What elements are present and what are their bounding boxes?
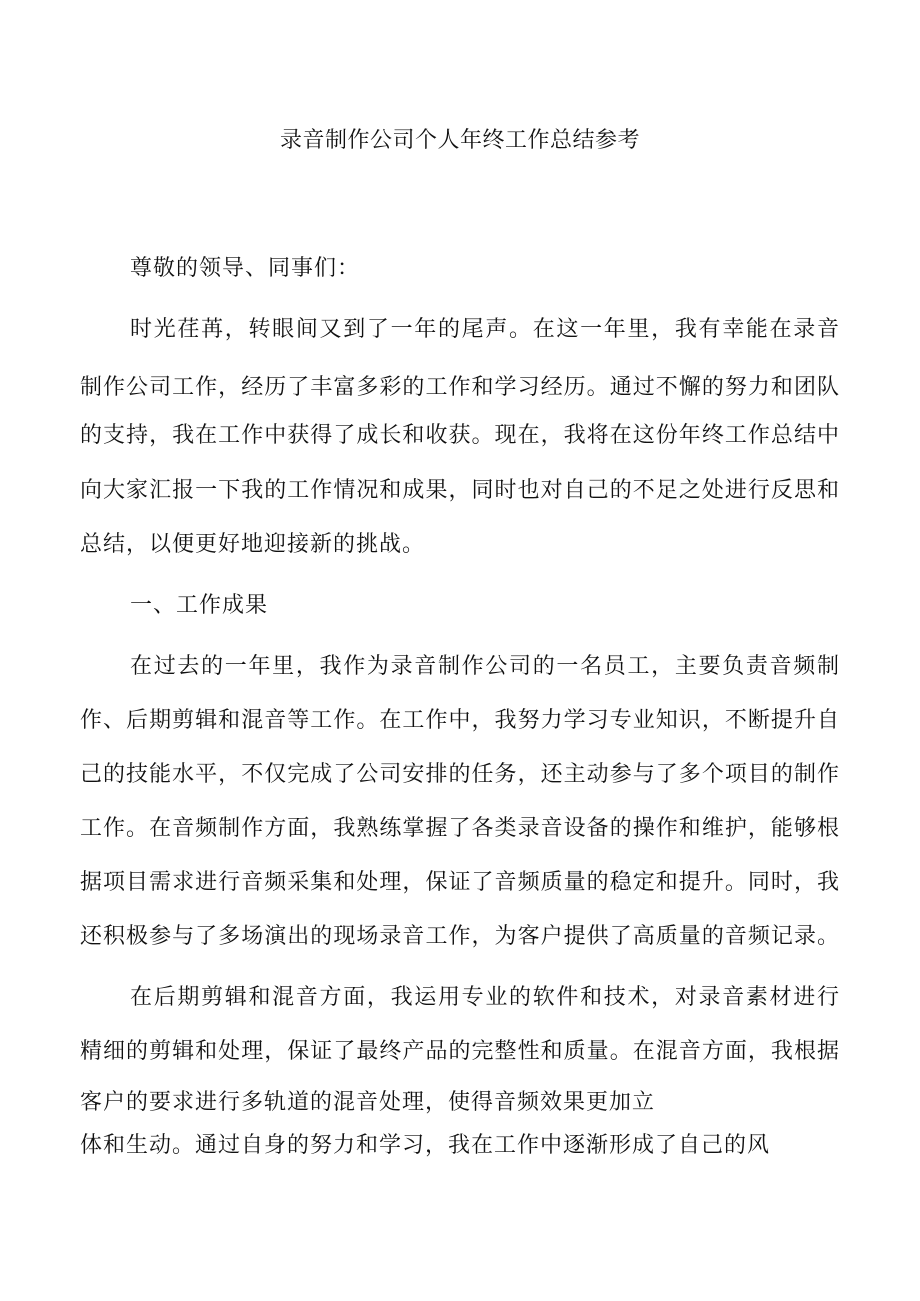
paragraph-2-line: 工作。在音频制作方面，我熟练掌握了各类录音设备的操作和维护，能够根 xyxy=(80,816,840,841)
paragraph-1-line: 的支持，我在工作中获得了成长和收获。现在，我将在这份年终工作总结中 xyxy=(80,423,840,448)
paragraph-3-line: 体和生动。通过自身的努力和学习，我在工作中逐渐形成了自己的风 xyxy=(80,1133,771,1158)
paragraph-2-line: 还积极参与了多场演出的现场录音工作，为客户提供了高质量的音频记录。 xyxy=(80,924,840,949)
paragraph-3-line: 精细的剪辑和处理，保证了最终产品的完整性和质量。在混音方面，我根据 xyxy=(80,1039,840,1064)
paragraph-2-line: 据项目需求进行音频采集和处理，保证了音频质量的稳定和提升。同时，我 xyxy=(80,870,840,895)
paragraph-3-line: 在后期剪辑和混音方面，我运用专业的软件和技术，对录音素材进行 xyxy=(130,985,840,1010)
paragraph-3-line: 客户的要求进行多轨道的混音处理，使得音频效果更加立 xyxy=(80,1090,656,1115)
paragraph-1-line: 总结，以便更好地迎接新的挑战。 xyxy=(80,532,426,557)
paragraph-2-line: 在过去的一年里，我作为录音制作公司的一名员工，主要负责音频制 xyxy=(130,654,840,679)
section-heading: 一、工作成果 xyxy=(130,593,269,618)
paragraph-2-line: 作、后期剪辑和混音等工作。在工作中，我努力学习专业知识，不断提升自 xyxy=(80,708,840,733)
paragraph-1-line: 时光荏苒，转眼间又到了一年的尾声。在这一年里，我有幸能在录音 xyxy=(130,317,840,342)
paragraph-1-line: 制作公司工作，经历了丰富多彩的工作和学习经历。通过不懈的努力和团队 xyxy=(80,375,840,400)
document-title: 录音制作公司个人年终工作总结参考 xyxy=(279,128,640,153)
greeting: 尊敬的领导、同事们： xyxy=(130,256,361,281)
paragraph-1-line: 向大家汇报一下我的工作情况和成果，同时也对自己的不足之处进行反思和 xyxy=(80,478,840,503)
paragraph-2-line: 己的技能水平，不仅完成了公司安排的任务，还主动参与了多个项目的制作 xyxy=(80,762,840,787)
